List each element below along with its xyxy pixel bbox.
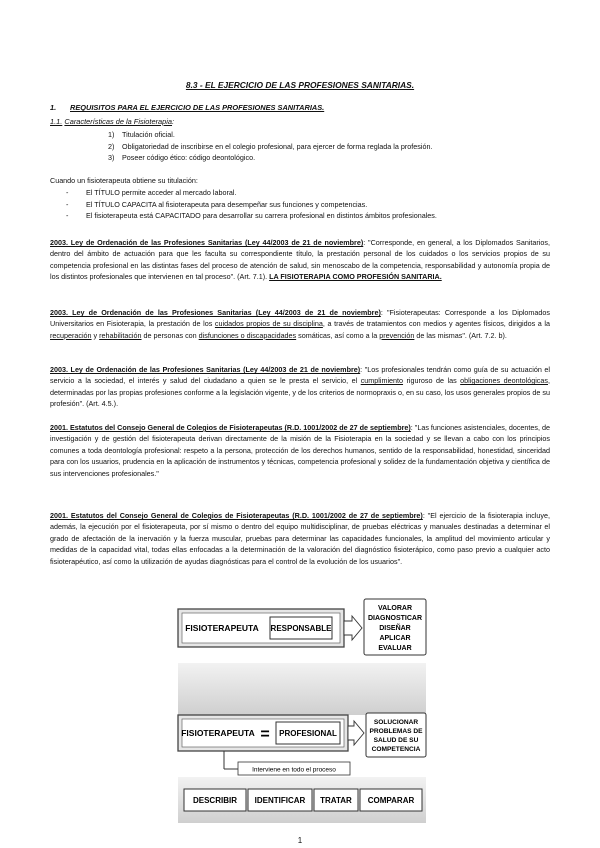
paragraph-text: : "Las funciones asistenciales, docentes, de investigación y de gestión del fisioterapeuta derivan directamente de la misión de la Fisioterapia en la sociedad y se llevan a cabo con los principios comunes a toda deontología profesional: respeto a la persona, protección de los derechos humanos, sentido de la responsabilidad, honestidad, sinceridad para con los usuarios, prudencia en la aplicación de instrumentos y técnicas, competencia profesional y solidez de la fundamentación objetiva y científica de sus intervenciones profesionales." — [50, 423, 551, 478]
subsection-heading — [50, 117, 174, 126]
step-label: TRATAR — [320, 796, 352, 805]
list-item — [108, 141, 432, 153]
section-heading — [50, 103, 324, 112]
list-number: 2) — [108, 141, 115, 151]
section-number: 1. — [50, 103, 57, 112]
underlined-term: disfunciones o discapacidades — [198, 330, 297, 340]
step-label: DESCRIBIR — [192, 796, 238, 805]
paragraph-text: : "Corresponde, en general, a los Diplomados Sanitarios, dentro del ámbito de actuación para que les faculta su correspondiente título, la prestación personal de los cuidados o los servicios propios de su competencia profesional en las distintas fases del proceso de atención de salud, sin menoscabo de la competencia, responsabilidad y autonomía propia de los distintos profesionales que intervienen en tal proceso". (Art. 7.1). — [50, 238, 551, 282]
requirements-list — [108, 129, 432, 164]
outcome-label: SOLUCIONAR — [373, 719, 419, 726]
list-item — [108, 129, 432, 141]
list-item — [108, 152, 432, 164]
arrow-right-icon — [348, 721, 364, 745]
list-item — [66, 187, 437, 199]
outcome-label: SALUD DE SU — [373, 737, 419, 744]
outcome-label: VALORAR — [377, 605, 413, 612]
list-number: 1) — [108, 130, 115, 139]
underlined-term: recuperación — [50, 330, 92, 340]
intro-text: Cuando un fisioterapeuta obtiene su titulación: — [50, 176, 198, 185]
bullet-dash: - — [66, 199, 69, 209]
paragraph-text: riguroso de las — [403, 376, 461, 386]
role-label: FISIOTERAPEUTA — [181, 728, 255, 738]
bullet-list — [66, 187, 437, 222]
professional-label: PROFESIONAL — [279, 729, 337, 738]
page-title: 8.3 - EL EJERCICIO DE LAS PROFESIONES SANITARIAS. — [185, 80, 415, 90]
paragraph-text: : "El ejercicio de la fisioterapia incluye, además, la ejecución por el fisioterapeuta, por sí mismo o dentro del equipo multidisciplinar, de pruebas eléctricas y manuales destinadas a determinar el grado de afectación de la inervación y la fuerza muscular, pruebas para determinar las capacidades funcionales, la amplitud del movimiento articular y medidas de la capacidad vital, todas ellas enfocadas a la determinación de la valoración del diagnóstico fisioterápico, como paso previo a cualquier acto fisioterapéutico, así como la utilización de ayudas diagnósticas para el control de la evolución de los usuarios". — [50, 511, 550, 566]
law-citation: 2001. Estatutos del Consejo General de Colegios de Fisioterapeutas (R.D. 1001/2002 de 27 de septiembre) — [50, 511, 423, 520]
paragraph-text: : "Fisioterapeutas: Corresponde a los Diplomados Universitarios en Fisioterapia, la prestación de los — [50, 308, 550, 329]
list-text: El TÍTULO CAPACITA al fisioterapeuta para desempeñar sus funciones y competencias. — [86, 199, 368, 209]
underlined-term: prevención — [379, 330, 415, 340]
page-number: 1 — [297, 836, 303, 845]
list-text: Obligatoriedad de inscribirse en el colegio profesional, para ejercer de forma reglada la profesión. — [122, 141, 433, 151]
paragraph-text: , a través de tratamientos con medios y agentes físicos, dirigidos a la — [322, 319, 550, 329]
underlined-term: obligaciones deontológicas — [460, 376, 548, 386]
paragraph-text: , determinadas por las propias profesiones conforme a la legislación vigente, y de los criterios de normopraxis o, en su caso, los usos generales propios de su profesión". (Art. 4.5.). — [50, 376, 550, 409]
paragraph-text: de personas con — [141, 330, 199, 340]
subsection-suffix: : — [172, 117, 175, 126]
section-title: REQUISITOS PARA EL EJERCICIO DE LAS PROFESIONES SANITARIAS. — [70, 103, 325, 112]
paragraph-law-2 — [50, 307, 550, 341]
list-item — [66, 199, 437, 211]
bullet-dash: - — [66, 211, 69, 220]
paragraph-text: y — [91, 330, 100, 340]
underlined-term: cuidados propios de su disciplina — [214, 319, 323, 329]
outcome-label: PROBLEMAS DE — [369, 728, 423, 735]
law-citation: 2003. Ley de Ordenación de las Profesiones Sanitarias (Ley 44/2003 de 21 de noviembre) — [50, 365, 361, 374]
outcome-label: APLICAR — [379, 635, 411, 642]
list-text: Titulación oficial. — [122, 130, 175, 139]
outcome-label: DIAGNOSTICAR — [367, 615, 423, 622]
paragraph-text: de las mismas". (Art. 7.2. b). — [414, 330, 507, 340]
outcome-label: DISEÑAR — [379, 625, 411, 632]
list-number: 3) — [108, 153, 115, 162]
responsible-label: RESPONSABLE — [270, 624, 332, 633]
law-citation: 2001. Estatutos del Consejo General de Colegios de Fisioterapeutas (R.D. 1001/2002 de 27 de septiembre) — [50, 423, 411, 432]
list-item — [66, 210, 437, 222]
subsection-title: Características de la Fisioterapia — [64, 117, 173, 126]
paragraph-text: : "Los profesionales tendrán como guía de su actuación el servicio a la sociedad, el interés y salud del ciudadano a quien se le presta el servicio, el — [50, 365, 550, 386]
list-text: Poseer código ético: código deontológico. — [122, 153, 256, 162]
list-text: El fisioterapeuta está CAPACITADO para desarrollar su carrera profesional en distintos ámbitos profesionales. — [86, 211, 437, 220]
paragraph-law-1 — [50, 237, 550, 283]
paragraph-text: somáticas, así como a la — [296, 330, 380, 340]
law-citation: 2003. Ley de Ordenación de las Profesiones Sanitarias (Ley 44/2003 de 21 de noviembre) — [50, 308, 381, 317]
equals-sign: = — [260, 726, 270, 743]
outcome-label: COMPETENCIA — [371, 746, 421, 753]
step-label: IDENTIFICAR — [254, 796, 306, 805]
law-citation: 2003. Ley de Ordenación de las Profesiones Sanitarias (Ley 44/2003 de 21 de noviembre) — [50, 238, 364, 247]
highlight-text: LA FISIOTERAPIA COMO PROFESIÓN SANITARIA. — [269, 272, 442, 282]
profession-diagram — [176, 595, 428, 825]
list-text: El TÍTULO permite acceder al mercado laboral. — [86, 188, 237, 197]
paragraph-statute-1 — [50, 422, 550, 479]
underlined-term: cumplimiento — [360, 376, 404, 386]
role-label: FISIOTERAPEUTA — [185, 623, 259, 633]
paragraph-law-3 — [50, 364, 550, 410]
paragraph-statute-2 — [50, 510, 550, 567]
step-label: COMPARAR — [367, 796, 415, 805]
outcome-label: EVALUAR — [378, 645, 412, 652]
subsection-number: 1.1. — [50, 117, 63, 126]
separator-band — [178, 663, 426, 715]
bullet-dash: - — [66, 188, 69, 197]
arrow-right-icon — [344, 616, 362, 640]
underlined-term: rehabilitación — [99, 330, 142, 340]
process-label: Interviene en todo el proceso — [252, 766, 336, 774]
